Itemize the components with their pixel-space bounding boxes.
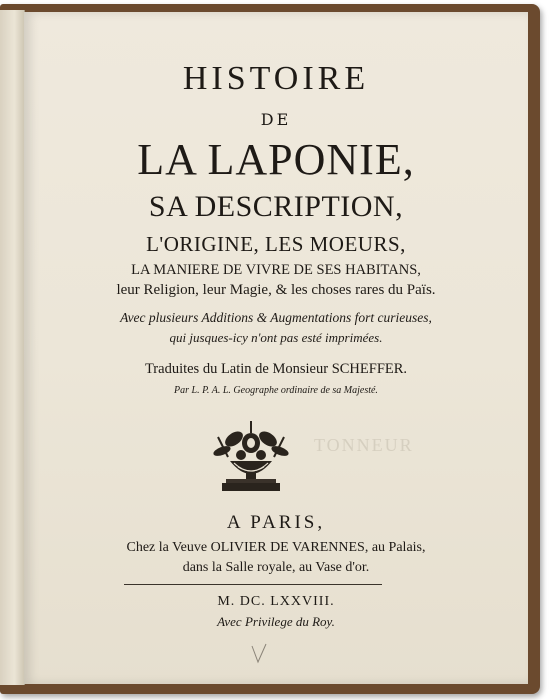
title-line-maniere: LA MANIERE DE VIVRE DE SES HABITANS, [131,262,421,278]
imprint-place: A PARIS, [226,512,326,533]
show-through-text: TONNEUR [314,435,414,455]
title-line-de: DE [260,110,292,129]
title-line-origine: L'ORIGINE, LES MOEURS, [146,232,406,256]
title-line-translator: Traduites du Latin de Monsieur SCHEFFER. [144,361,408,377]
imprint-privilege: Avec Privilege du Roy. [217,614,335,629]
title-line-religion: leur Religion, leur Magie, & les choses rares du Païs. [116,282,436,298]
title-line-histoire: HISTOIRE [182,60,370,97]
pencil-checkmark-icon [250,642,268,664]
title-line-description: SA DESCRIPTION, [148,190,404,223]
title-line-laponie: LA LAPONIE, [137,135,415,184]
imprint-publisher-line2: dans la Salle royale, au Vase d'or. [182,560,370,575]
spine-page-edge [0,10,25,685]
imprint-rule [124,584,382,585]
basket-of-flowers-icon [208,417,294,495]
title-page [24,12,528,684]
title-line-additions: Avec plusieurs Additions & Augmentations fort curieuses, [120,310,432,325]
imprint-publisher-line1: Chez la Veuve OLIVIER DE VARENNES, au Palais, [126,540,426,555]
title-line-imprimees: qui jusques-icy n'ont pas esté imprimées. [169,330,383,345]
imprint-year: M. DC. LXXVIII. [217,594,335,609]
title-line-geographe: Par L. P. A. L. Geographe ordinaire de sa Majesté. [174,385,378,396]
